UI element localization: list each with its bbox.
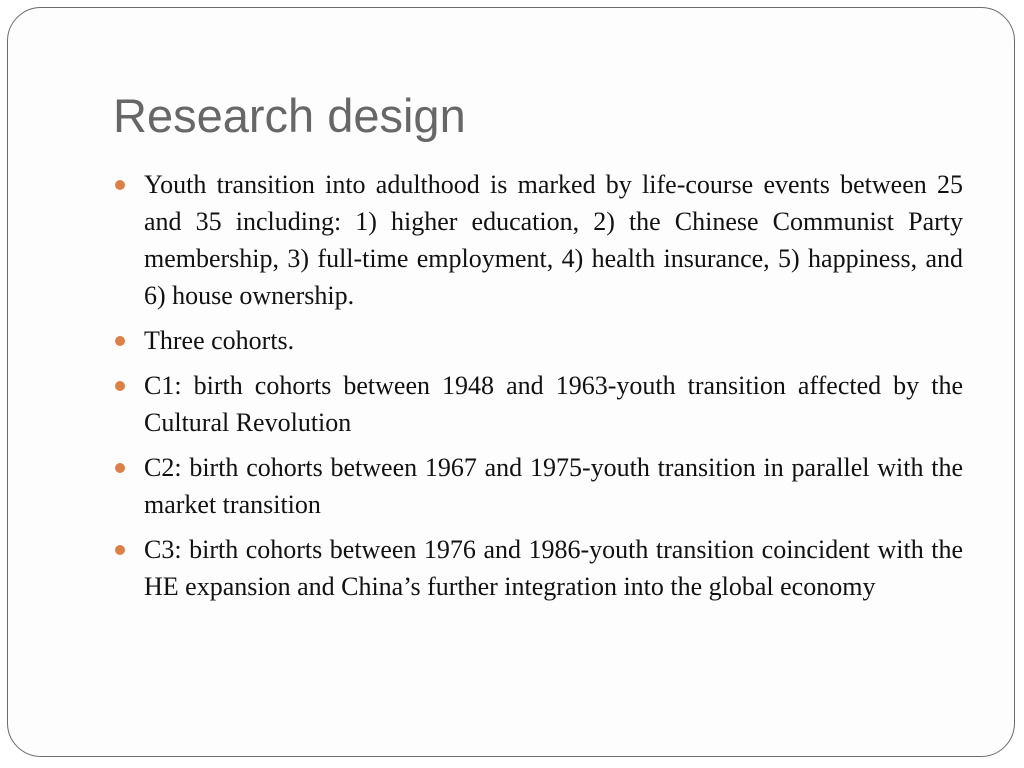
bullet-text: Youth transition into adulthood is marked by life-course events between 25 and 35 including: 1) higher education, 2) the Chinese Communist Party membership, 3) full-time employment, 4) health insurance, 5) happiness, and 6) house ownership. (144, 170, 963, 310)
bullet-item (113, 449, 963, 523)
bullet-text: C2: birth cohorts between 1967 and 1975-youth transition in parallel with the market transition (144, 453, 963, 519)
bullet-dot-icon (115, 180, 125, 190)
bullet-item (113, 531, 963, 605)
bullet-item (113, 322, 963, 359)
slide-title: Research design (113, 89, 466, 142)
bullet-text: C3: birth cohorts between 1976 and 1986-youth transition coincident with the HE expansion and China’s further integration into the global economy (144, 535, 963, 601)
bullet-dot-icon (115, 381, 125, 391)
bullet-text: Three cohorts. (144, 326, 295, 355)
bullet-dot-icon (115, 463, 125, 473)
bullet-dot-icon (115, 545, 125, 555)
bullet-text: C1: birth cohorts between 1948 and 1963-youth transition affected by the Cultural Revolution (144, 371, 963, 437)
bullet-item (113, 367, 963, 441)
bullet-item (113, 166, 963, 314)
bullet-dot-icon (115, 336, 125, 346)
bullet-list (113, 166, 963, 613)
